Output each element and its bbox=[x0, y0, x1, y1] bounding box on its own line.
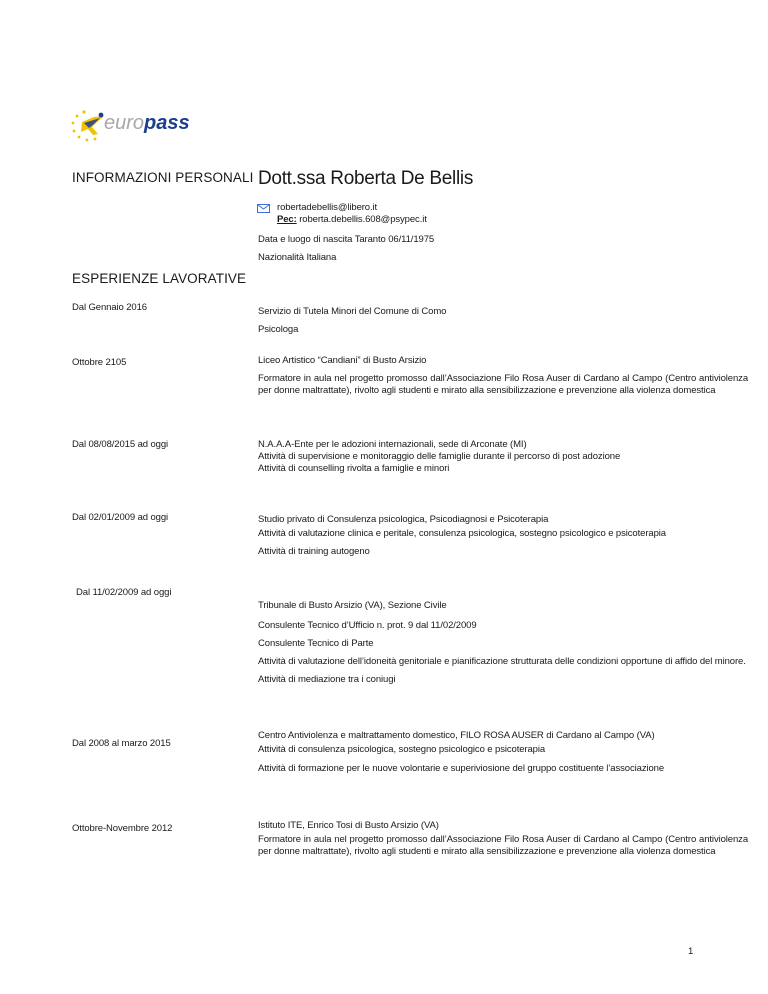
entry-line: Attività di consulenza psicologica, sostegno psicologico e psicoterapia bbox=[258, 744, 546, 755]
email-link[interactable]: robertadebellis@libero.it bbox=[277, 202, 378, 213]
entry-date: Dal Gennaio 2016 bbox=[72, 302, 147, 313]
page-number: 1 bbox=[688, 946, 694, 957]
entry-line: Liceo Artistico “Candiani” di Busto Arsizio bbox=[258, 355, 427, 366]
entry-line: Studio privato di Consulenza psicologica, Psicodiagnosi e Psicoterapia bbox=[258, 514, 549, 525]
entry-line: Servizio di Tutela Minori del Comune di Como bbox=[258, 306, 447, 317]
person-name: Dott.ssa Roberta De Bellis bbox=[258, 168, 474, 189]
entry-line: Istituto ITE, Enrico Tosi di Busto Arsizio (VA) bbox=[258, 820, 439, 831]
email-icon bbox=[257, 204, 270, 213]
nationality-info: Nazionalità Italiana bbox=[258, 252, 337, 263]
entry-line: Attività di supervisione e monitoraggio delle famiglie durante il percorso di post adozione bbox=[258, 451, 621, 462]
entry-date: Dal 11/02/2009 ad oggi bbox=[76, 587, 172, 598]
birth-info: Data e luogo di nascita Taranto 06/11/1975 bbox=[258, 234, 435, 245]
entry-line: Formatore in aula nel progetto promosso dall’Associazione Filo Rosa Auser di Cardano al Campo (Centro antiviolenza per donne maltrattate), rivolto agli studenti e mirato alla sensibilizzazione e prevenzione alla violenza domestica bbox=[258, 373, 748, 396]
entry-line: Attività di valutazione dell’idoneità genitoriale e pianificazione strutturata delle condizioni opportune di affido del minore. bbox=[258, 656, 746, 667]
entry-line: Psicologa bbox=[258, 324, 299, 335]
pec-label: Pec: bbox=[277, 214, 297, 225]
entry-date: Ottobre-Novembre 2012 bbox=[72, 823, 173, 834]
entry-date: Dal 02/01/2009 ad oggi bbox=[72, 512, 169, 523]
entry-line: Consulente Tecnico di Parte bbox=[258, 638, 374, 649]
entry-line: Attività di valutazione clinica e peritale, consulenza psicologica, sostegno psicologico e psicoterapia bbox=[258, 528, 666, 539]
experience-title: ESPERIENZE LAVORATIVE bbox=[72, 271, 247, 286]
logo-text-pass: pass bbox=[144, 112, 190, 134]
logo-text-euro: euro bbox=[104, 112, 145, 134]
entry-line: Attività di mediazione tra i coniugi bbox=[258, 674, 396, 685]
entry-line: Attività di training autogeno bbox=[258, 546, 370, 557]
entry-line: Centro Antiviolenza e maltrattamento domestico, FILO ROSA AUSER di Cardano al Campo (VA) bbox=[258, 730, 655, 741]
entry-date: Dal 08/08/2015 ad oggi bbox=[72, 439, 169, 450]
entry-line: Tribunale di Busto Arsizio (VA), Sezione Civile bbox=[258, 600, 447, 611]
entry-line: Attività di formazione per le nuove volontarie e superiviosione del gruppo costituente l’associazione bbox=[258, 763, 665, 774]
entry-line: Consulente Tecnico d’Ufficio n. prot. 9 dal 11/02/2009 bbox=[258, 620, 477, 631]
entry-line: N.A.A.A-Ente per le adozioni internazionali, sede di Arconate (MI) bbox=[258, 439, 527, 450]
entry-line: Attività di counselling rivolta a famiglie e minori bbox=[258, 463, 450, 474]
entry-date: Ottobre 2105 bbox=[72, 357, 127, 368]
pec-value[interactable]: roberta.debellis.608@psypec.it bbox=[296, 214, 427, 225]
pec-line bbox=[277, 214, 427, 226]
entry-date: Dal 2008 al marzo 2015 bbox=[72, 738, 171, 749]
personal-info-title: INFORMAZIONI PERSONALI bbox=[72, 170, 254, 185]
entry-line: Formatore in aula nel progetto promosso dall’Associazione Filo Rosa Auser di Cardano al Campo (Centro antiviolenza per donne maltrattate), rivolto agli studenti e mirato alla sensibilizzazione e prevenzione alla violenza domestica bbox=[258, 834, 748, 857]
europass-logo bbox=[70, 108, 190, 142]
